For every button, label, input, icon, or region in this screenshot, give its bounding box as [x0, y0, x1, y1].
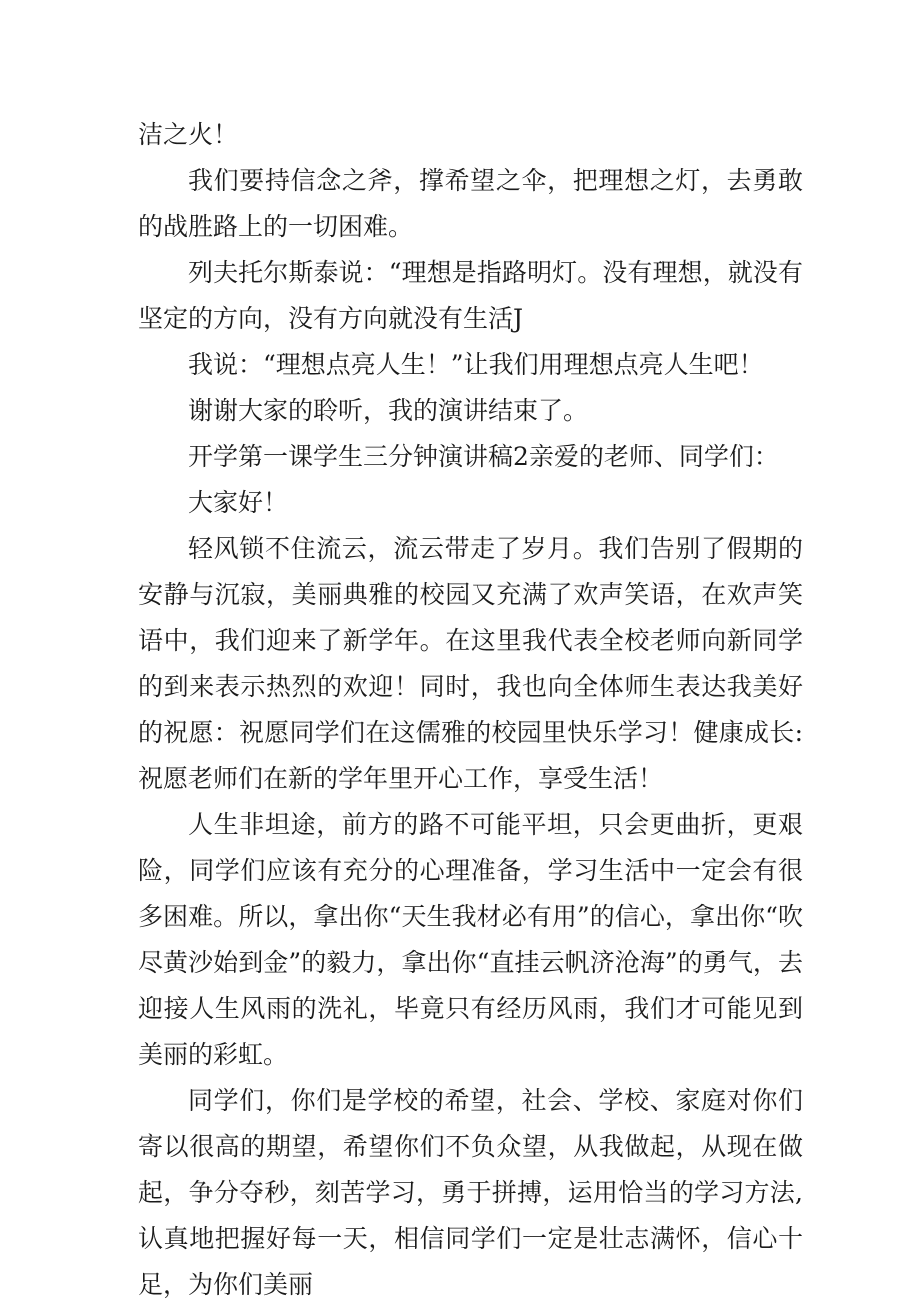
body-text: [138, 112, 803, 1308]
paragraph-continuation: 洁之火！: [138, 120, 239, 149]
paragraph: 轻风锁不住流云，流云带走了岁月。我们告别了假期的安静与沉寂，美丽典雅的校园又充满了欢声笑语，在欢声笑语中，我们迎来了新学年。在这里我代表全校老师向新同学的到来表示热烈的欢迎！同时，我也向全体师生表达我美好的祝愿：祝愿同学们在这儒雅的校园里快乐学习！健康成长:祝愿老师们在新的学年里开心工作，享受生活！: [138, 534, 803, 793]
paragraph: 我们要持信念之斧，撑希望之伞，把理想之灯，去勇敢的战胜路上的一切困难。: [138, 166, 803, 241]
speech-heading: 开学第一课学生三分钟演讲稿2亲爱的老师、同学们：: [188, 442, 779, 471]
paragraph: 同学们，你们是学校的希望，社会、学校、家庭对你们寄以很高的期望，希望你们不负众望，从我做起，从现在做起，争分夺秒，刻苦学习，勇于拼搏，运用恰当的学习方法,认真地把握好每一天，相信同学们一定是壮志满怀，信心十足，为你们美丽: [138, 1086, 803, 1299]
paragraph: 人生非坦途，前方的路不可能平坦，只会更曲折，更艰险，同学们应该有充分的心理准备，学习生活中一定会有很多困难。所以，拿出你“天生我材必有用”的信心，拿出你“吹尽黄沙始到金”的毅力，拿出你“直挂云帆济沧海”的勇气，去迎接人生风雨的洗礼，毕竟只有经历风雨，我们才可能见到美丽的彩虹。: [138, 810, 803, 1069]
paragraph: 谢谢大家的聆听，我的演讲结束了。: [188, 396, 589, 425]
greeting: 大家好！: [188, 488, 289, 517]
paragraph: 列夫托尔斯泰说：“理想是指路明灯。没有理想，就没有坚定的方向，没有方向就没有生活J: [138, 258, 803, 333]
paragraph: 我说：“理想点亮人生！”让我们用理想点亮人生吧！: [188, 350, 764, 379]
